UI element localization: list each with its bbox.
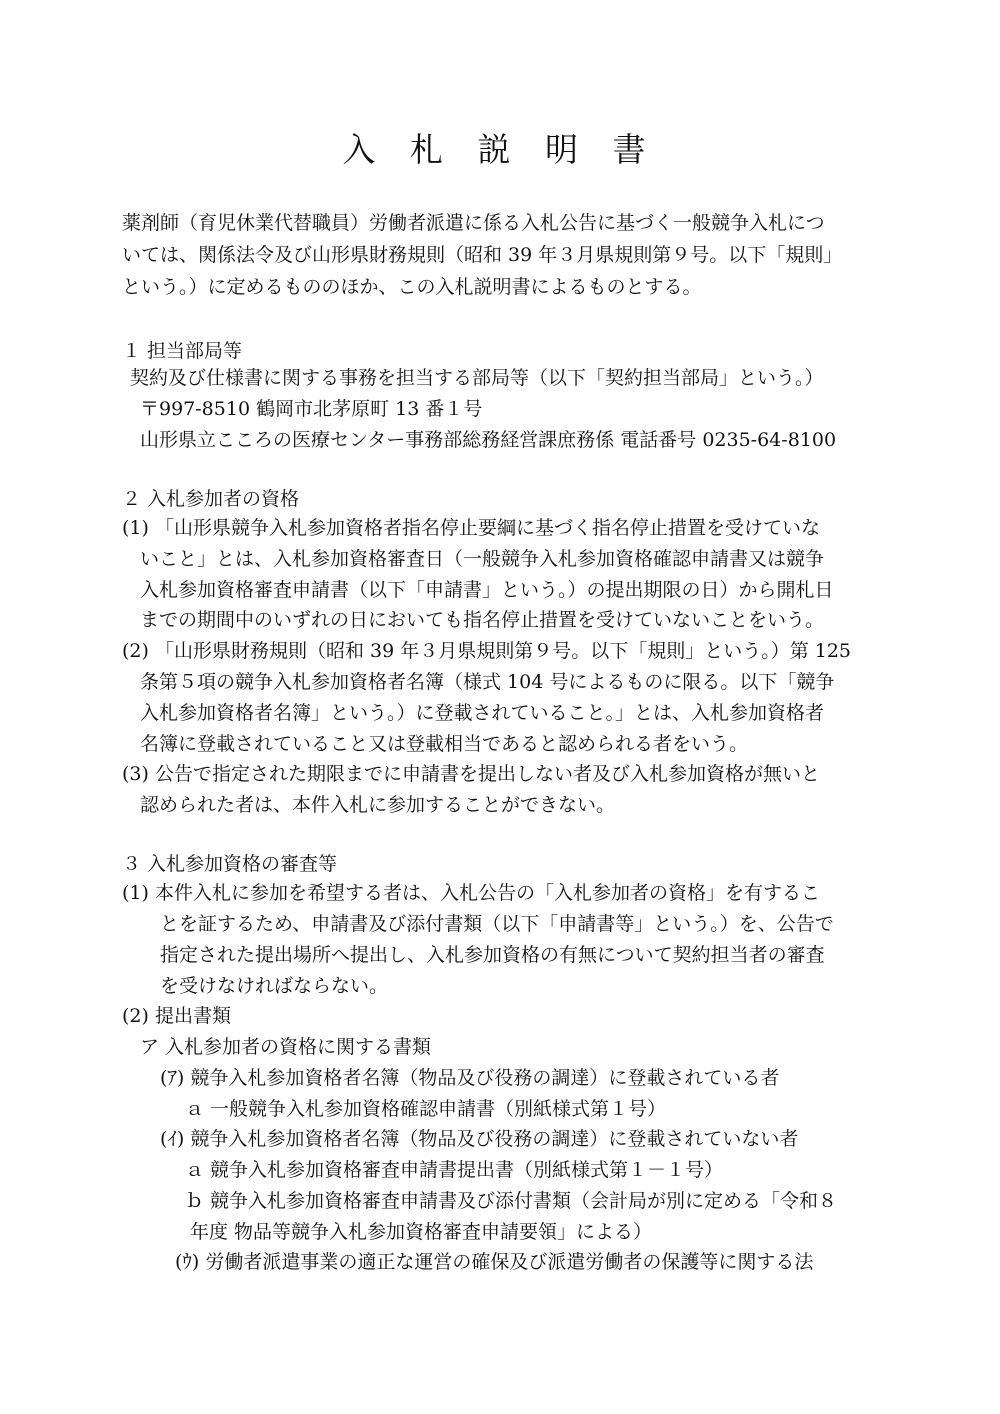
paragraph-line: 〒997-8510 鶴岡市北茅原町 13 番１号 (140, 398, 483, 420)
paragraph-line: (ｲ) 競争入札参加資格者名簿（物品及び役務の調達）に登載されていない者 (160, 1128, 799, 1150)
paragraph-line: 入札参加資格者名簿」という。）に登載されていること。」とは、入札参加資格者 (140, 702, 825, 724)
paragraph-line: 契約及び仕様書に関する事務を担当する部局等（以下「契約担当部局」という。） (130, 367, 824, 389)
paragraph-line: 名簿に登載されていること又は登載相当であると認められる者をいう。 (140, 733, 749, 755)
paragraph-line: (1) 「山形県競争入札参加資格者指名停止要綱に基づく指名停止措置を受けていな (122, 517, 820, 539)
paragraph-line: (2) 「山形県財務規則（昭和 39 年３月県規則第９号。以下「規則」という。）第 125 (122, 640, 852, 662)
paragraph-line: (ｳ) 労働者派遣事業の適正な運営の確保及び派遣労働者の保護等に関する法 (175, 1251, 814, 1273)
section-heading: １ 担当部局等 (122, 340, 243, 362)
intro-line: 薬剤師（育児休業代替職員）労働者派遣に係る入札公告に基づく一般競争入札につ (122, 212, 825, 234)
paragraph-line: ａ 競争入札参加資格審査申請書提出書（別紙様式第１－１号） (185, 1159, 724, 1181)
paragraph-line: (2) 提出書類 (122, 1005, 231, 1027)
paragraph-line: 山形県立こころの医療センター事務部総務経営課庶務係 電話番号 0235-64-8100 (140, 429, 837, 451)
paragraph-line: までの期間中のいずれの日においても指名停止措置を受けていないことをいう。 (140, 609, 825, 631)
paragraph-line: 条第５項の競争入札参加資格者名簿（様式 104 号によるものに限る。以下「競争 (140, 671, 835, 693)
paragraph-line: 認められた者は、本件入札に参加することができない。 (140, 794, 616, 816)
paragraph-line: 指定された提出場所へ提出し、入札参加資格の有無について契約担当者の審査 (160, 944, 825, 966)
paragraph-line: いこと」とは、入札参加資格審査日（一般競争入札参加資格確認申請書又は競争 (140, 548, 825, 570)
intro-line: という。）に定めるもののほか、この入札説明書によるものとする。 (122, 276, 702, 298)
paragraph-line: (1) 本件入札に参加を希望する者は、入札公告の「入札参加者の資格」を有するこ (122, 882, 820, 904)
paragraph-line: ａ 一般競争入札参加資格確認申請書（別紙様式第１号） (185, 1098, 667, 1120)
intro-line: いては、関係法令及び山形県財務規則（昭和 39 年３月県規則第９号。以下「規則」 (122, 244, 843, 266)
paragraph-line: とを証するため、申請書及び添付書類（以下「申請書等」という。）を、公告で (160, 913, 834, 935)
paragraph-line: ｂ 競争入札参加資格審査申請書及び添付書類（会計局が別に定める「令和８ (185, 1190, 838, 1212)
paragraph-line: を受けなければならない。 (160, 975, 389, 997)
paragraph-line: 年度 物品等競争入札参加資格審査申請要領」による） (190, 1221, 653, 1243)
paragraph-line: 入札参加資格審査申請書（以下「申請書」という。）の提出期限の日）から開札日 (140, 579, 834, 601)
paragraph-line: (ｱ) 競争入札参加資格者名簿（物品及び役務の調達）に登載されている者 (160, 1067, 780, 1089)
document-title: 入 札 説 明 書 (342, 130, 658, 169)
section-heading: ２ 入札参加者の資格 (122, 488, 300, 510)
section-heading: ３ 入札参加資格の審査等 (122, 853, 338, 875)
paragraph-line: (3) 公告で指定された期限までに申請書を提出しない者及び入札参加資格が無いと (122, 763, 820, 785)
paragraph-line: ア 入札参加者の資格に関する書類 (140, 1036, 432, 1058)
